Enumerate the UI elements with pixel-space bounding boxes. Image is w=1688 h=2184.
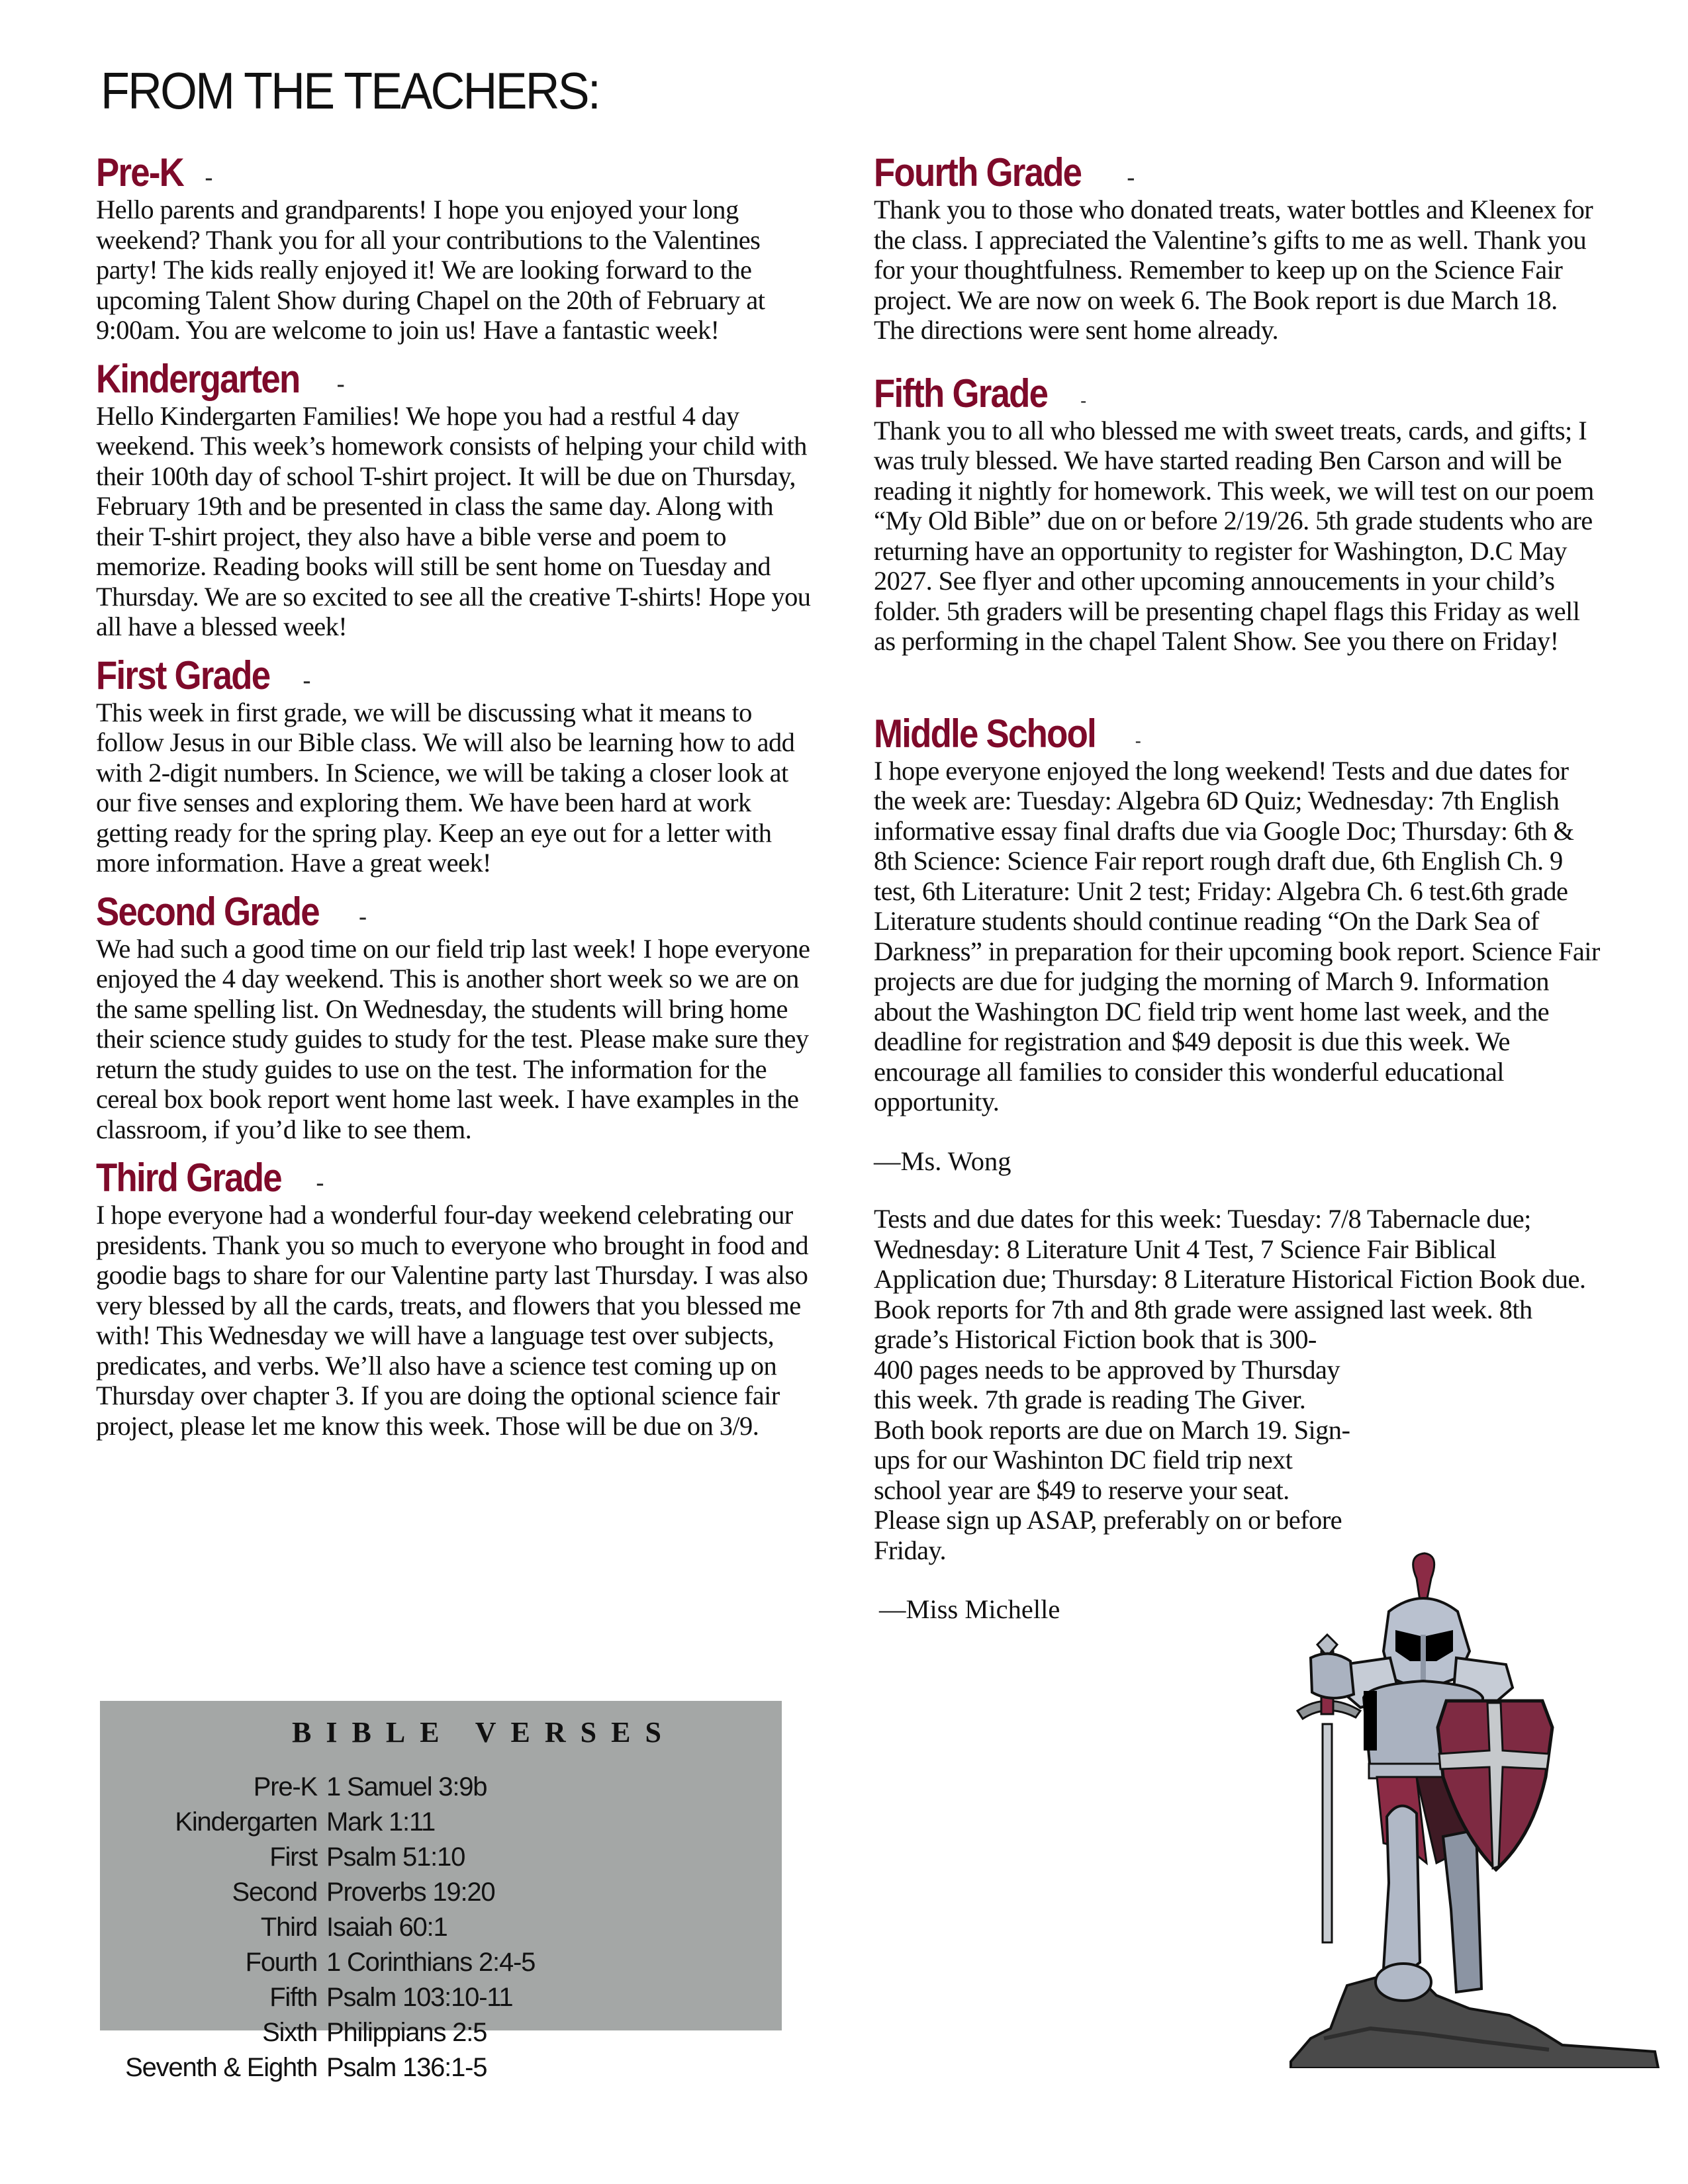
verse-reference: Isaiah 60:1 xyxy=(326,1913,447,1942)
section-first-grade xyxy=(96,654,811,878)
verse-row xyxy=(100,1983,782,2018)
verse-grade: First xyxy=(269,1843,317,1872)
verse-grade: Kindergarten xyxy=(175,1807,317,1837)
section-pre-k xyxy=(96,151,811,345)
section-body: Tests and due dates for this week: Tuesday: 7/8 Tabernacle due; Wednesday: 8 Literature Unit 4 Test, 7 Science Fair Biblical Application due; Thursday: 8 Literature Historical Fiction Book due. Book reports for 7th and 8th grade were assigned last week. 8th xyxy=(874,1204,1586,1324)
section-second-grade xyxy=(96,890,811,1145)
verse-reference: Mark 1:11 xyxy=(326,1807,436,1837)
section-body-narrow: grade’s Historical Fiction book that is 300-400 pages needs to be approved by Thursday this week. 7th grade is reading The Giver. Both book reports are due on March 19. Sign-ups for our Washinton DC field trip next school year are $49 to reserve your seat. Please sign up ASAP, preferably on or before Friday. xyxy=(874,1324,1350,1565)
section-third-grade xyxy=(96,1156,811,1441)
page-title: FROM THE TEACHERS: xyxy=(101,62,600,120)
section-heading: Third Grade xyxy=(96,1156,281,1200)
verse-reference: 1 Corinthians 2:4-5 xyxy=(326,1948,536,1977)
heading-dash: - xyxy=(1080,390,1087,411)
verse-grade: Fourth xyxy=(245,1948,317,1977)
verse-row xyxy=(100,1772,782,1807)
verse-row xyxy=(100,1878,782,1913)
section-body: Hello parents and grandparents! I hope you enjoyed your long weekend? Thank you for all your contributions to the Valentines party! The kids really enjoyed it! We are looking forward to the upcoming Talent Show during Chapel on the 20th of February at 9:00am. You are welcome to join us! Have a fantastic week! xyxy=(96,195,765,345)
section-heading: Fourth Grade xyxy=(874,150,1082,195)
verse-grade: Pre-K xyxy=(253,1772,317,1801)
verse-grade: Second xyxy=(232,1878,317,1907)
section-body: We had such a good time on our field trip last week! I hope everyone enjoyed the 4 day weekend. This is another short week so we are on the same spelling list. On Wednesday, the students will bring home their science study guides to study for the test. Please make sure they return the study guides to use on the test. The information for the cereal box book report went home last week. I have examples in the classroom, if you’d like to see them. xyxy=(96,933,810,1144)
verse-reference: Philippians 2:5 xyxy=(326,2018,487,2047)
verse-row xyxy=(100,2018,782,2053)
section-middle-school xyxy=(874,712,1602,1177)
verse-reference: Psalm 136:1-5 xyxy=(326,2053,487,2082)
signature-miss-michelle: —Miss Michelle xyxy=(879,1594,1060,1624)
heading-dash: - xyxy=(1135,730,1141,751)
section-heading: Kindergarten xyxy=(96,356,300,401)
verse-reference: 1 Samuel 3:9b xyxy=(326,1772,487,1801)
verse-grade: Fifth xyxy=(269,1983,317,2012)
verse-grade: Third xyxy=(260,1913,317,1942)
heading-dash: - xyxy=(316,1169,324,1197)
heading-dash: - xyxy=(1127,164,1135,192)
bible-verses-title: BIBLE VERSES xyxy=(292,1716,676,1749)
section-heading: First Grade xyxy=(96,653,270,698)
section-heading: Pre-K xyxy=(96,150,184,195)
right-column xyxy=(874,151,1602,1625)
section-body: I hope everyone enjoyed the long weekend! Tests and due dates for the week are: Tuesday: Algebra 6D Quiz; Wednesday: 7th English informative essay final drafts due via Google Doc; Thursday: 6th & 8th Science: Science Fair report rough draft due, 6th English Ch. 9 test, 6th Literature: Unit 2 test; Friday: Algebra Ch. 6 test.6th grade Literature students should continue reading “On the Dark Sea of Darkness” in preparation for their upcoming book report. Science Fair projects are due for judging the morning of March 9. Information about the Washington DC field trip went home last week, and the deadline for registration and $49 deposit is due this week. We encourage all families to consider this wonderful educational opportunity. xyxy=(874,755,1600,1116)
verse-row xyxy=(100,2053,782,2088)
signature-ms-wong: —Ms. Wong xyxy=(874,1146,1011,1176)
section-heading: Second Grade xyxy=(96,889,319,934)
section-heading: Fifth Grade xyxy=(874,371,1048,416)
heading-dash: - xyxy=(336,370,346,398)
section-kindergarten xyxy=(96,357,811,642)
heading-dash: - xyxy=(205,164,213,192)
bible-verses-box xyxy=(100,1701,782,2082)
section-body: I hope everyone had a wonderful four-day weekend celebrating our presidents. Thank you so much to everyone who brought in food and goodie bags to share for our Valentine party last Thursday. I was also very blessed by all the cards, treats, and flowers that you blessed me with! This Wednesday we will have a language test over subjects, predicates, and verbs. We’ll also have a science test coming up on Thursday over chapter 3. If you are doing the optional science fair project, please let me know this week. Those will be due on 3/9. xyxy=(96,1200,809,1441)
section-body: This week in first grade, we will be discussing what it means to follow Jesus in our Bible class. We will also be learning how to add with 2-digit numbers. In Science, we will be taking a closer look at our five senses and exploring them. We have been hard at work getting ready for the spring play. Keep an eye out for a letter with more information. Have a great week! xyxy=(96,697,795,878)
verse-row xyxy=(100,1807,782,1843)
section-body: Hello Kindergarten Families! We hope you had a restful 4 day weekend. This week’s homework consists of helping your child with their 100th day of school T-shirt project. It will be due on Thursday, February 19th and be presented in class the same day. Along with their T-shirt project, they also have a bible verse and poem to memorize. Reading books will still be sent home on Tuesday and Thursday. We are so excited to see all the creative T-shirts! Hope you all have a blessed week! xyxy=(96,400,811,641)
verse-grade: Seventh & Eighth xyxy=(125,2053,317,2082)
knight-mascot-icon xyxy=(1284,1552,1675,2068)
verse-row xyxy=(100,1913,782,1948)
verse-reference: Psalm 51:10 xyxy=(326,1843,465,1872)
section-fourth-grade xyxy=(874,151,1602,345)
heading-dash: - xyxy=(303,666,311,695)
verse-reference: Proverbs 19:20 xyxy=(326,1878,495,1907)
heading-dash: - xyxy=(358,903,367,931)
section-heading: Middle School xyxy=(874,711,1096,756)
verse-row xyxy=(100,1843,782,1878)
section-body: Thank you to those who donated treats, water bottles and Kleenex for the class. I appreciated the Valentine’s gifts to me as well. Thank you for your thoughtfulness. Remember to keep up on the Science Fair project. We are now on week 6. The Book report is due March 18. The directions were sent home already. xyxy=(874,195,1593,345)
verse-grade: Sixth xyxy=(262,2018,317,2047)
section-fifth-grade xyxy=(874,372,1602,657)
section-body: Thank you to all who blessed me with sweet treats, cards, and gifts; I was truly blessed. We have started reading Ben Carson and will be reading it nightly for homework. This week, we will test on our poem “My Old Bible” due on or before 2/19/26. 5th grade students who are returning have an opportunity to register for Washington, D.C May 2027. See flyer and other upcoming annoucements in your child’s folder. 5th graders will be presenting chapel flags this Friday as well as performing in the chapel Talent Show. See you there on Friday! xyxy=(874,415,1594,656)
verse-reference: Psalm 103:10-11 xyxy=(326,1983,513,2012)
verse-row xyxy=(100,1948,782,1983)
left-column xyxy=(96,151,811,1441)
